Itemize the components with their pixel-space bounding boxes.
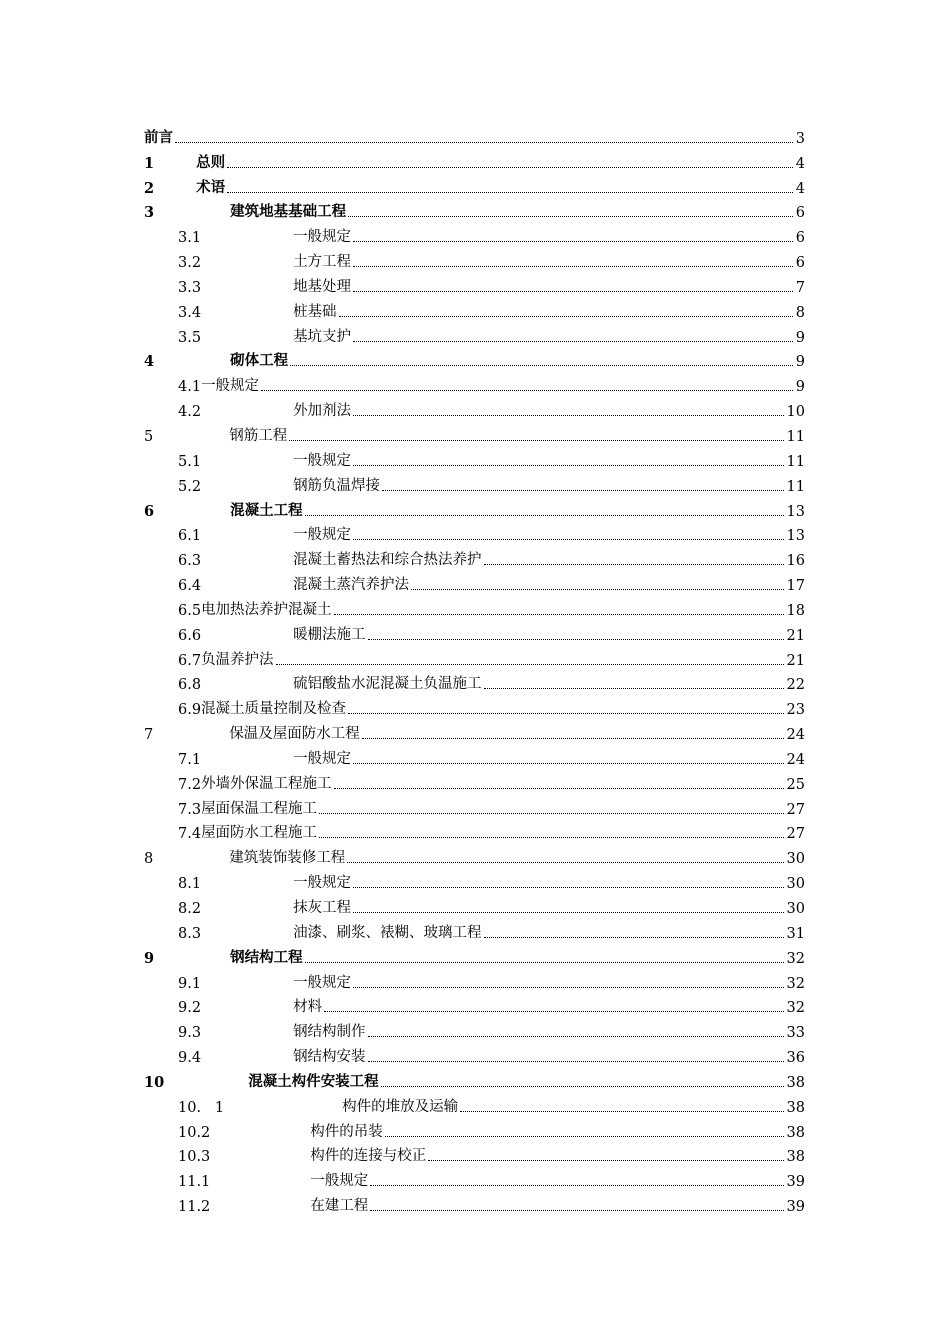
toc-page-number: 6 <box>795 255 805 272</box>
toc-page-number: 21 <box>786 652 805 669</box>
toc-page-number: 23 <box>786 702 805 719</box>
toc-entry-number: 8.1 <box>178 876 202 893</box>
toc-dot-leader <box>319 837 783 838</box>
toc-entry[interactable] <box>0 721 950 746</box>
toc-entry-title: 屋面防水工程施工 <box>201 825 318 842</box>
toc-page-number: 6 <box>795 205 805 222</box>
toc-entry[interactable] <box>0 572 950 597</box>
toc-entry[interactable] <box>0 349 950 374</box>
toc-dot-leader <box>353 887 783 888</box>
toc-entry-title: 保温及屋面防水工程 <box>229 726 360 743</box>
toc-page-number: 18 <box>786 602 805 619</box>
toc-entry[interactable] <box>0 224 950 249</box>
toc-dot-leader <box>353 415 783 416</box>
toc-entry-title: 桩基础 <box>293 303 337 320</box>
toc-page-number: 10 <box>786 404 805 421</box>
toc-entry-number: 3.2 <box>178 255 202 272</box>
toc-entry[interactable] <box>0 746 950 771</box>
toc-entry-number: 10.2 <box>178 1124 211 1141</box>
toc-entry[interactable] <box>0 1094 950 1119</box>
toc-entry-title: 建筑装饰装修工程 <box>229 850 346 867</box>
toc-entry-number: 6.1 <box>178 528 202 545</box>
toc-dot-leader <box>175 142 793 143</box>
toc-entry-number: 8 <box>144 851 154 868</box>
toc-entry[interactable] <box>0 150 950 175</box>
toc-entry-title: 混凝土质量控制及检查 <box>201 701 347 718</box>
toc-page-number: 24 <box>786 727 805 744</box>
toc-dot-leader <box>227 167 793 168</box>
toc-entry[interactable] <box>0 1069 950 1094</box>
toc-entry[interactable] <box>0 845 950 870</box>
toc-entry-title: 混凝土构件安装工程 <box>248 1072 379 1090</box>
toc-entry-number: 6 <box>144 502 155 520</box>
toc-page-number: 27 <box>786 801 805 818</box>
toc-entry[interactable] <box>0 647 950 672</box>
toc-entry-number: 4.2 <box>178 404 202 421</box>
toc-entry[interactable] <box>0 175 950 200</box>
toc-entry-title: 构件的连接与校正 <box>310 1148 427 1165</box>
toc-entry[interactable] <box>0 672 950 697</box>
toc-entry-number: 10.3 <box>178 1149 211 1166</box>
toc-entry[interactable] <box>0 125 950 150</box>
toc-page-number: 21 <box>786 627 805 644</box>
toc-entry-title: 一般规定 <box>293 527 352 544</box>
toc-dot-leader <box>428 1160 783 1161</box>
toc-page-number: 30 <box>786 851 805 868</box>
toc-page-number: 33 <box>786 1025 805 1042</box>
toc-page-number: 25 <box>786 776 805 793</box>
toc-entry-title: 负温养护法 <box>201 651 274 668</box>
table-of-contents <box>0 125 950 1218</box>
toc-entry-title: 一般规定 <box>310 1173 369 1190</box>
toc-page-number: 30 <box>786 876 805 893</box>
toc-entry-number: 3 <box>144 204 155 222</box>
toc-entry[interactable] <box>0 1044 950 1069</box>
toc-entry-title: 一般规定 <box>293 750 352 767</box>
toc-dot-leader <box>324 1011 783 1012</box>
toc-page-number: 36 <box>786 1050 805 1067</box>
toc-entry-number: 10. 1 <box>178 1099 225 1116</box>
toc-entry[interactable] <box>0 249 950 274</box>
toc-dot-leader <box>381 1086 784 1087</box>
toc-entry-number: 7.2 <box>178 776 202 793</box>
toc-entry-title: 混凝土工程 <box>230 501 303 519</box>
toc-dot-leader <box>319 813 783 814</box>
toc-page-number: 9 <box>795 329 805 346</box>
toc-page-number: 4 <box>795 155 805 172</box>
toc-entry-title: 构件的吊装 <box>310 1123 383 1140</box>
toc-dot-leader <box>370 1185 783 1186</box>
toc-page-number: 13 <box>786 503 805 520</box>
toc-dot-leader <box>353 465 783 466</box>
toc-dot-leader <box>305 962 784 963</box>
toc-entry-title: 术语 <box>196 178 226 196</box>
toc-page-number: 32 <box>786 950 805 967</box>
toc-dot-leader <box>353 763 783 764</box>
toc-page-number: 38 <box>786 1074 805 1091</box>
toc-page-number: 11 <box>786 453 805 470</box>
toc-entry[interactable] <box>0 796 950 821</box>
toc-entry-number: 3.1 <box>178 230 202 247</box>
toc-page-number: 38 <box>786 1124 805 1141</box>
toc-entry-number: 7.4 <box>178 826 202 843</box>
toc-dot-leader <box>484 564 784 565</box>
toc-entry-number: 6.8 <box>178 677 202 694</box>
toc-dot-leader <box>353 341 793 342</box>
toc-entry-title: 钢结构安装 <box>293 1049 366 1066</box>
toc-dot-leader <box>353 539 783 540</box>
toc-entry-number: 5.2 <box>178 478 202 495</box>
toc-entry-number: 6.3 <box>178 553 202 570</box>
toc-entry-number: 9.2 <box>178 1000 202 1017</box>
toc-entry[interactable] <box>0 373 950 398</box>
toc-entry[interactable] <box>0 870 950 895</box>
toc-dot-leader <box>227 192 793 193</box>
toc-entry-number: 6.9 <box>178 702 202 719</box>
toc-entry[interactable] <box>0 547 950 572</box>
toc-entry[interactable] <box>0 696 950 721</box>
toc-entry-number: 7 <box>144 727 154 744</box>
toc-entry-title: 一般规定 <box>293 229 352 246</box>
toc-page-number: 16 <box>786 553 805 570</box>
toc-dot-leader <box>353 291 793 292</box>
toc-page-number: 38 <box>786 1149 805 1166</box>
toc-entry-title: 一般规定 <box>293 875 352 892</box>
toc-entry-title: 混凝土蓄热法和综合热法养护 <box>293 552 482 569</box>
toc-entry-title: 总则 <box>196 153 226 171</box>
toc-dot-leader <box>362 738 784 739</box>
toc-entry[interactable] <box>0 498 950 523</box>
toc-entry-title: 暖棚法施工 <box>293 626 366 643</box>
toc-entry-number: 9.4 <box>178 1050 202 1067</box>
toc-entry-number: 9 <box>144 949 155 967</box>
toc-page-number: 22 <box>786 677 805 694</box>
toc-page-number: 17 <box>786 578 805 595</box>
toc-entry[interactable] <box>0 398 950 423</box>
toc-entry-number: 5.1 <box>178 453 202 470</box>
toc-entry[interactable] <box>0 597 950 622</box>
toc-page-number: 30 <box>786 901 805 917</box>
toc-entry-number: 9.1 <box>178 975 202 992</box>
toc-dot-leader <box>276 664 784 665</box>
toc-entry-title: 外加剂法 <box>293 403 352 420</box>
toc-dot-leader <box>484 937 784 938</box>
toc-entry-number: 6.5 <box>178 602 202 619</box>
toc-entry[interactable] <box>0 1144 950 1169</box>
toc-dot-leader <box>305 515 784 516</box>
toc-dot-leader <box>353 912 783 913</box>
toc-entry-number: 11.2 <box>178 1199 211 1216</box>
toc-entry-number: 3.3 <box>178 279 202 296</box>
toc-entry[interactable] <box>0 1168 950 1193</box>
toc-dot-leader <box>370 1210 783 1211</box>
toc-entry-number: 前言 <box>144 128 173 146</box>
toc-dot-leader <box>353 266 793 267</box>
toc-page-number: 13 <box>786 528 805 545</box>
toc-entry[interactable] <box>0 821 950 846</box>
toc-entry-title: 抹灰工程 <box>293 900 352 916</box>
toc-entry-number: 4 <box>144 353 155 371</box>
toc-page-number: 8 <box>795 304 805 321</box>
toc-page-number: 38 <box>786 1099 805 1116</box>
toc-dot-leader <box>290 365 793 366</box>
toc-entry[interactable] <box>0 945 950 970</box>
toc-dot-leader <box>460 1111 783 1112</box>
toc-dot-leader <box>368 639 784 640</box>
toc-page-number: 39 <box>786 1174 805 1191</box>
toc-entry-title: 油漆、刷浆、裱糊、玻璃工程 <box>293 924 482 941</box>
toc-page-number: 9 <box>795 354 805 371</box>
toc-entry-number: 9.3 <box>178 1025 202 1042</box>
toc-entry-number: 6.4 <box>178 578 202 595</box>
toc-dot-leader <box>348 713 783 714</box>
toc-entry[interactable] <box>0 423 950 448</box>
toc-page-number: 3 <box>795 130 805 147</box>
toc-entry-title: 混凝土蒸汽养护法 <box>293 577 410 594</box>
toc-dot-leader <box>484 688 784 689</box>
toc-entry-title: 一般规定 <box>293 452 352 469</box>
toc-entry[interactable] <box>0 1193 950 1218</box>
toc-entry-number: 3.4 <box>178 304 202 321</box>
toc-entry-number: 8.3 <box>178 925 202 942</box>
toc-page-number: 27 <box>786 826 805 843</box>
toc-entry[interactable] <box>0 299 950 324</box>
toc-entry-title: 在建工程 <box>310 1198 369 1215</box>
toc-page-number: 32 <box>786 1000 805 1017</box>
toc-entry[interactable] <box>0 523 950 548</box>
toc-entry[interactable] <box>0 324 950 349</box>
toc-entry[interactable] <box>0 473 950 498</box>
toc-dot-leader <box>334 788 784 789</box>
toc-entry[interactable] <box>0 970 950 995</box>
toc-entry-title: 建筑地基基础工程 <box>230 203 347 221</box>
toc-entry-title: 屋面保温工程施工 <box>201 800 318 817</box>
toc-page-number: 9 <box>795 379 805 396</box>
toc-page-number: 11 <box>786 478 805 495</box>
toc-entry-title: 钢筋负温焊接 <box>293 477 381 494</box>
toc-entry-title: 硫铝酸盐水泥混凝土负温施工 <box>293 676 482 693</box>
toc-entry-title: 基坑支护 <box>293 328 352 345</box>
toc-entry-title: 材料 <box>293 999 323 1016</box>
toc-entry[interactable] <box>0 448 950 473</box>
toc-entry-number: 8.2 <box>178 901 202 917</box>
toc-entry-title: 钢筋工程 <box>229 427 288 444</box>
toc-page-number: 32 <box>786 975 805 992</box>
toc-entry[interactable] <box>0 920 950 945</box>
toc-entry-number: 6.7 <box>178 652 202 669</box>
toc-entry[interactable] <box>0 1119 950 1144</box>
toc-page-number: 4 <box>795 180 805 197</box>
toc-dot-leader <box>334 614 784 615</box>
toc-dot-leader <box>348 216 793 217</box>
toc-entry-title: 砌体工程 <box>230 352 289 370</box>
toc-entry-number: 10 <box>144 1073 165 1091</box>
toc-dot-leader <box>411 589 783 590</box>
toc-page-number: 24 <box>786 751 805 768</box>
toc-dot-leader <box>385 1136 784 1137</box>
toc-page-number: 7 <box>795 279 805 296</box>
toc-dot-leader <box>347 862 783 863</box>
toc-entry-title: 电加热法养护混凝土 <box>201 601 332 618</box>
toc-entry-number: 11.1 <box>178 1174 211 1191</box>
toc-entry[interactable] <box>0 895 950 920</box>
toc-dot-leader <box>382 490 783 491</box>
toc-entry[interactable] <box>0 1019 950 1044</box>
toc-entry-number: 2 <box>144 179 155 197</box>
toc-entry-title: 钢结构工程 <box>230 948 303 966</box>
toc-entry-title: 一般规定 <box>293 974 352 991</box>
toc-dot-leader <box>289 440 783 441</box>
toc-dot-leader <box>368 1036 784 1037</box>
toc-entry-number: 5 <box>144 428 154 445</box>
toc-entry-title: 钢结构制作 <box>293 1024 366 1041</box>
toc-entry-number: 7.1 <box>178 751 202 768</box>
toc-page-number: 39 <box>786 1199 805 1216</box>
toc-page-number: 31 <box>786 925 805 942</box>
toc-entry-number: 6.6 <box>178 627 202 644</box>
toc-entry-title: 土方工程 <box>293 254 352 271</box>
toc-page-number: 11 <box>786 428 805 445</box>
toc-entry-title: 构件的堆放及运输 <box>342 1098 459 1115</box>
toc-entry-number: 4.1 <box>178 379 202 396</box>
toc-dot-leader <box>339 316 793 317</box>
toc-entry[interactable] <box>0 771 950 796</box>
toc-entry[interactable] <box>0 200 950 225</box>
toc-page-number: 6 <box>795 230 805 247</box>
toc-entry-number: 7.3 <box>178 801 202 818</box>
toc-dot-leader <box>353 987 783 988</box>
toc-entry[interactable] <box>0 622 950 647</box>
toc-dot-leader <box>261 390 793 391</box>
toc-entry-number: 3.5 <box>178 329 202 346</box>
toc-entry-title: 地基处理 <box>293 278 352 295</box>
toc-dot-leader <box>368 1061 784 1062</box>
toc-entry-number: 1 <box>144 154 155 172</box>
toc-dot-leader <box>353 241 793 242</box>
toc-entry[interactable] <box>0 995 950 1020</box>
toc-entry[interactable] <box>0 274 950 299</box>
toc-entry-title: 一般规定 <box>201 378 260 395</box>
toc-entry-title: 外墙外保温工程施工 <box>201 775 332 792</box>
